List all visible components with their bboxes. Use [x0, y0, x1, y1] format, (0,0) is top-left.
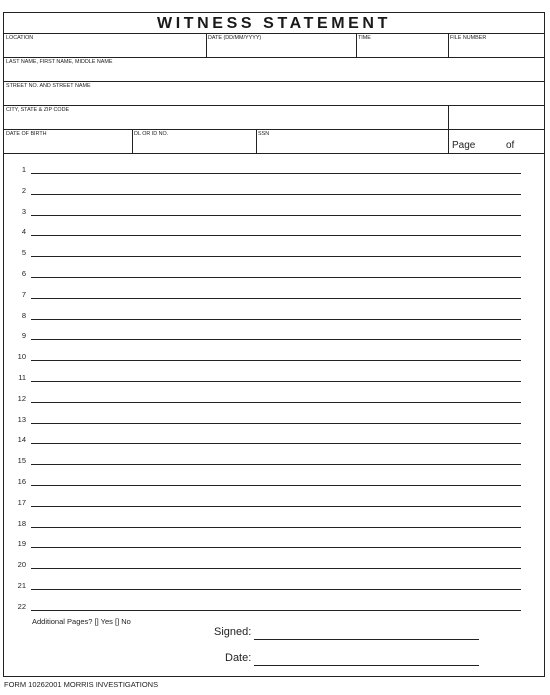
line-number: 13: [17, 414, 26, 424]
name-field[interactable]: LAST NAME, FIRST NAME, MIDDLE NAME: [6, 59, 113, 65]
writing-line[interactable]: [31, 589, 521, 590]
statement-line[interactable]: [4, 452, 544, 472]
witness-statement-form: [3, 12, 545, 677]
line-number: 14: [17, 435, 26, 445]
ssn-field[interactable]: SSN: [258, 131, 270, 137]
statement-line[interactable]: [4, 203, 544, 223]
writing-line[interactable]: [31, 402, 521, 403]
page-of-label: of: [506, 140, 515, 151]
line-number: 21: [17, 581, 26, 590]
statement-line[interactable]: [4, 223, 544, 243]
divider: [206, 33, 207, 57]
statement-line[interactable]: [4, 327, 544, 347]
divider: [448, 33, 449, 57]
writing-line[interactable]: [31, 360, 521, 361]
line-number: 4: [21, 227, 26, 237]
divider: [356, 33, 357, 57]
line-number: 20: [17, 560, 26, 570]
writing-line[interactable]: [31, 527, 521, 528]
date-signed-line[interactable]: [254, 665, 479, 666]
statement-line[interactable]: [4, 577, 544, 597]
writing-line[interactable]: [31, 173, 521, 174]
writing-line[interactable]: [31, 464, 521, 465]
signed-label: Signed:: [214, 626, 252, 638]
date-label: Date:: [225, 652, 252, 664]
divider: [4, 105, 544, 106]
line-number: 5: [21, 248, 26, 258]
form-title: WITNESS STATEMENT: [157, 15, 391, 32]
writing-line[interactable]: [31, 568, 521, 569]
statement-line[interactable]: [4, 535, 544, 555]
writing-line[interactable]: [31, 194, 521, 195]
city-field[interactable]: CITY, STATE & ZIP CODE: [6, 107, 70, 113]
writing-line[interactable]: [31, 215, 521, 216]
time-field[interactable]: TIME: [358, 35, 371, 41]
statement-line[interactable]: [4, 265, 544, 285]
statement-line[interactable]: [4, 494, 544, 514]
statement-line[interactable]: [4, 307, 544, 327]
statement-line[interactable]: [4, 556, 544, 576]
statement-line[interactable]: [4, 348, 544, 368]
statement-line[interactable]: [4, 182, 544, 202]
divider: [4, 81, 544, 82]
statement-line[interactable]: [4, 598, 544, 618]
signature-line[interactable]: [254, 639, 479, 640]
divider: [256, 129, 257, 153]
writing-line[interactable]: [31, 235, 521, 236]
line-number: 9: [21, 331, 26, 341]
statement-line[interactable]: [4, 244, 544, 264]
line-number: 18: [17, 518, 26, 528]
writing-line[interactable]: [31, 443, 521, 444]
writing-line[interactable]: [31, 319, 521, 320]
statement-line[interactable]: [4, 161, 544, 181]
form-footer: [4, 680, 158, 689]
divider: [132, 129, 133, 153]
line-number: 3: [21, 206, 26, 216]
statement-line[interactable]: [4, 411, 544, 431]
additional-pages-option[interactable]: Additional Pages? [] Yes [] No: [32, 617, 131, 626]
writing-line[interactable]: [31, 339, 521, 340]
page-label: Page: [452, 140, 476, 151]
line-number: 1: [21, 165, 26, 174]
line-number: 16: [17, 477, 26, 486]
writing-line[interactable]: [31, 610, 521, 611]
writing-line[interactable]: [31, 547, 521, 548]
writing-line[interactable]: [31, 423, 521, 424]
statement-line[interactable]: [4, 473, 544, 493]
divider: [4, 33, 544, 34]
line-number: 10: [17, 352, 26, 362]
line-number: 2: [21, 185, 26, 195]
company-name: MORRIS INVESTIGATIONS: [63, 680, 159, 689]
line-number: 17: [17, 497, 26, 507]
statement-line[interactable]: [4, 286, 544, 306]
divider: [4, 129, 544, 130]
divider: [4, 57, 544, 58]
file-number-field[interactable]: FILE NUMBER: [450, 35, 487, 41]
writing-line[interactable]: [31, 298, 521, 299]
form-id: FORM 10262001: [4, 680, 62, 689]
date-field[interactable]: DATE (DD/MM/YYYY): [208, 35, 262, 41]
line-number: 6: [21, 269, 26, 278]
street-field[interactable]: STREET NO. AND STREET NAME: [6, 83, 91, 89]
writing-line[interactable]: [31, 506, 521, 507]
divider: [448, 105, 449, 153]
location-field[interactable]: LOCATION: [6, 35, 34, 41]
line-number: 15: [17, 456, 26, 466]
writing-line[interactable]: [31, 485, 521, 486]
line-number: 22: [17, 601, 26, 611]
line-number: 12: [17, 393, 26, 403]
writing-line[interactable]: [31, 256, 521, 257]
dob-field[interactable]: DATE OF BIRTH: [6, 131, 47, 137]
statement-line[interactable]: [4, 515, 544, 535]
statement-line[interactable]: [4, 431, 544, 451]
statement-line[interactable]: [4, 390, 544, 410]
writing-line[interactable]: [31, 381, 521, 382]
writing-line[interactable]: [31, 277, 521, 278]
dl-field[interactable]: DL OR ID NO.: [134, 131, 169, 137]
divider: [4, 153, 544, 154]
line-number: 11: [18, 373, 26, 382]
line-number: 19: [17, 539, 26, 549]
line-number: 7: [21, 289, 26, 299]
line-number: 8: [21, 310, 26, 320]
statement-line[interactable]: [4, 369, 544, 389]
